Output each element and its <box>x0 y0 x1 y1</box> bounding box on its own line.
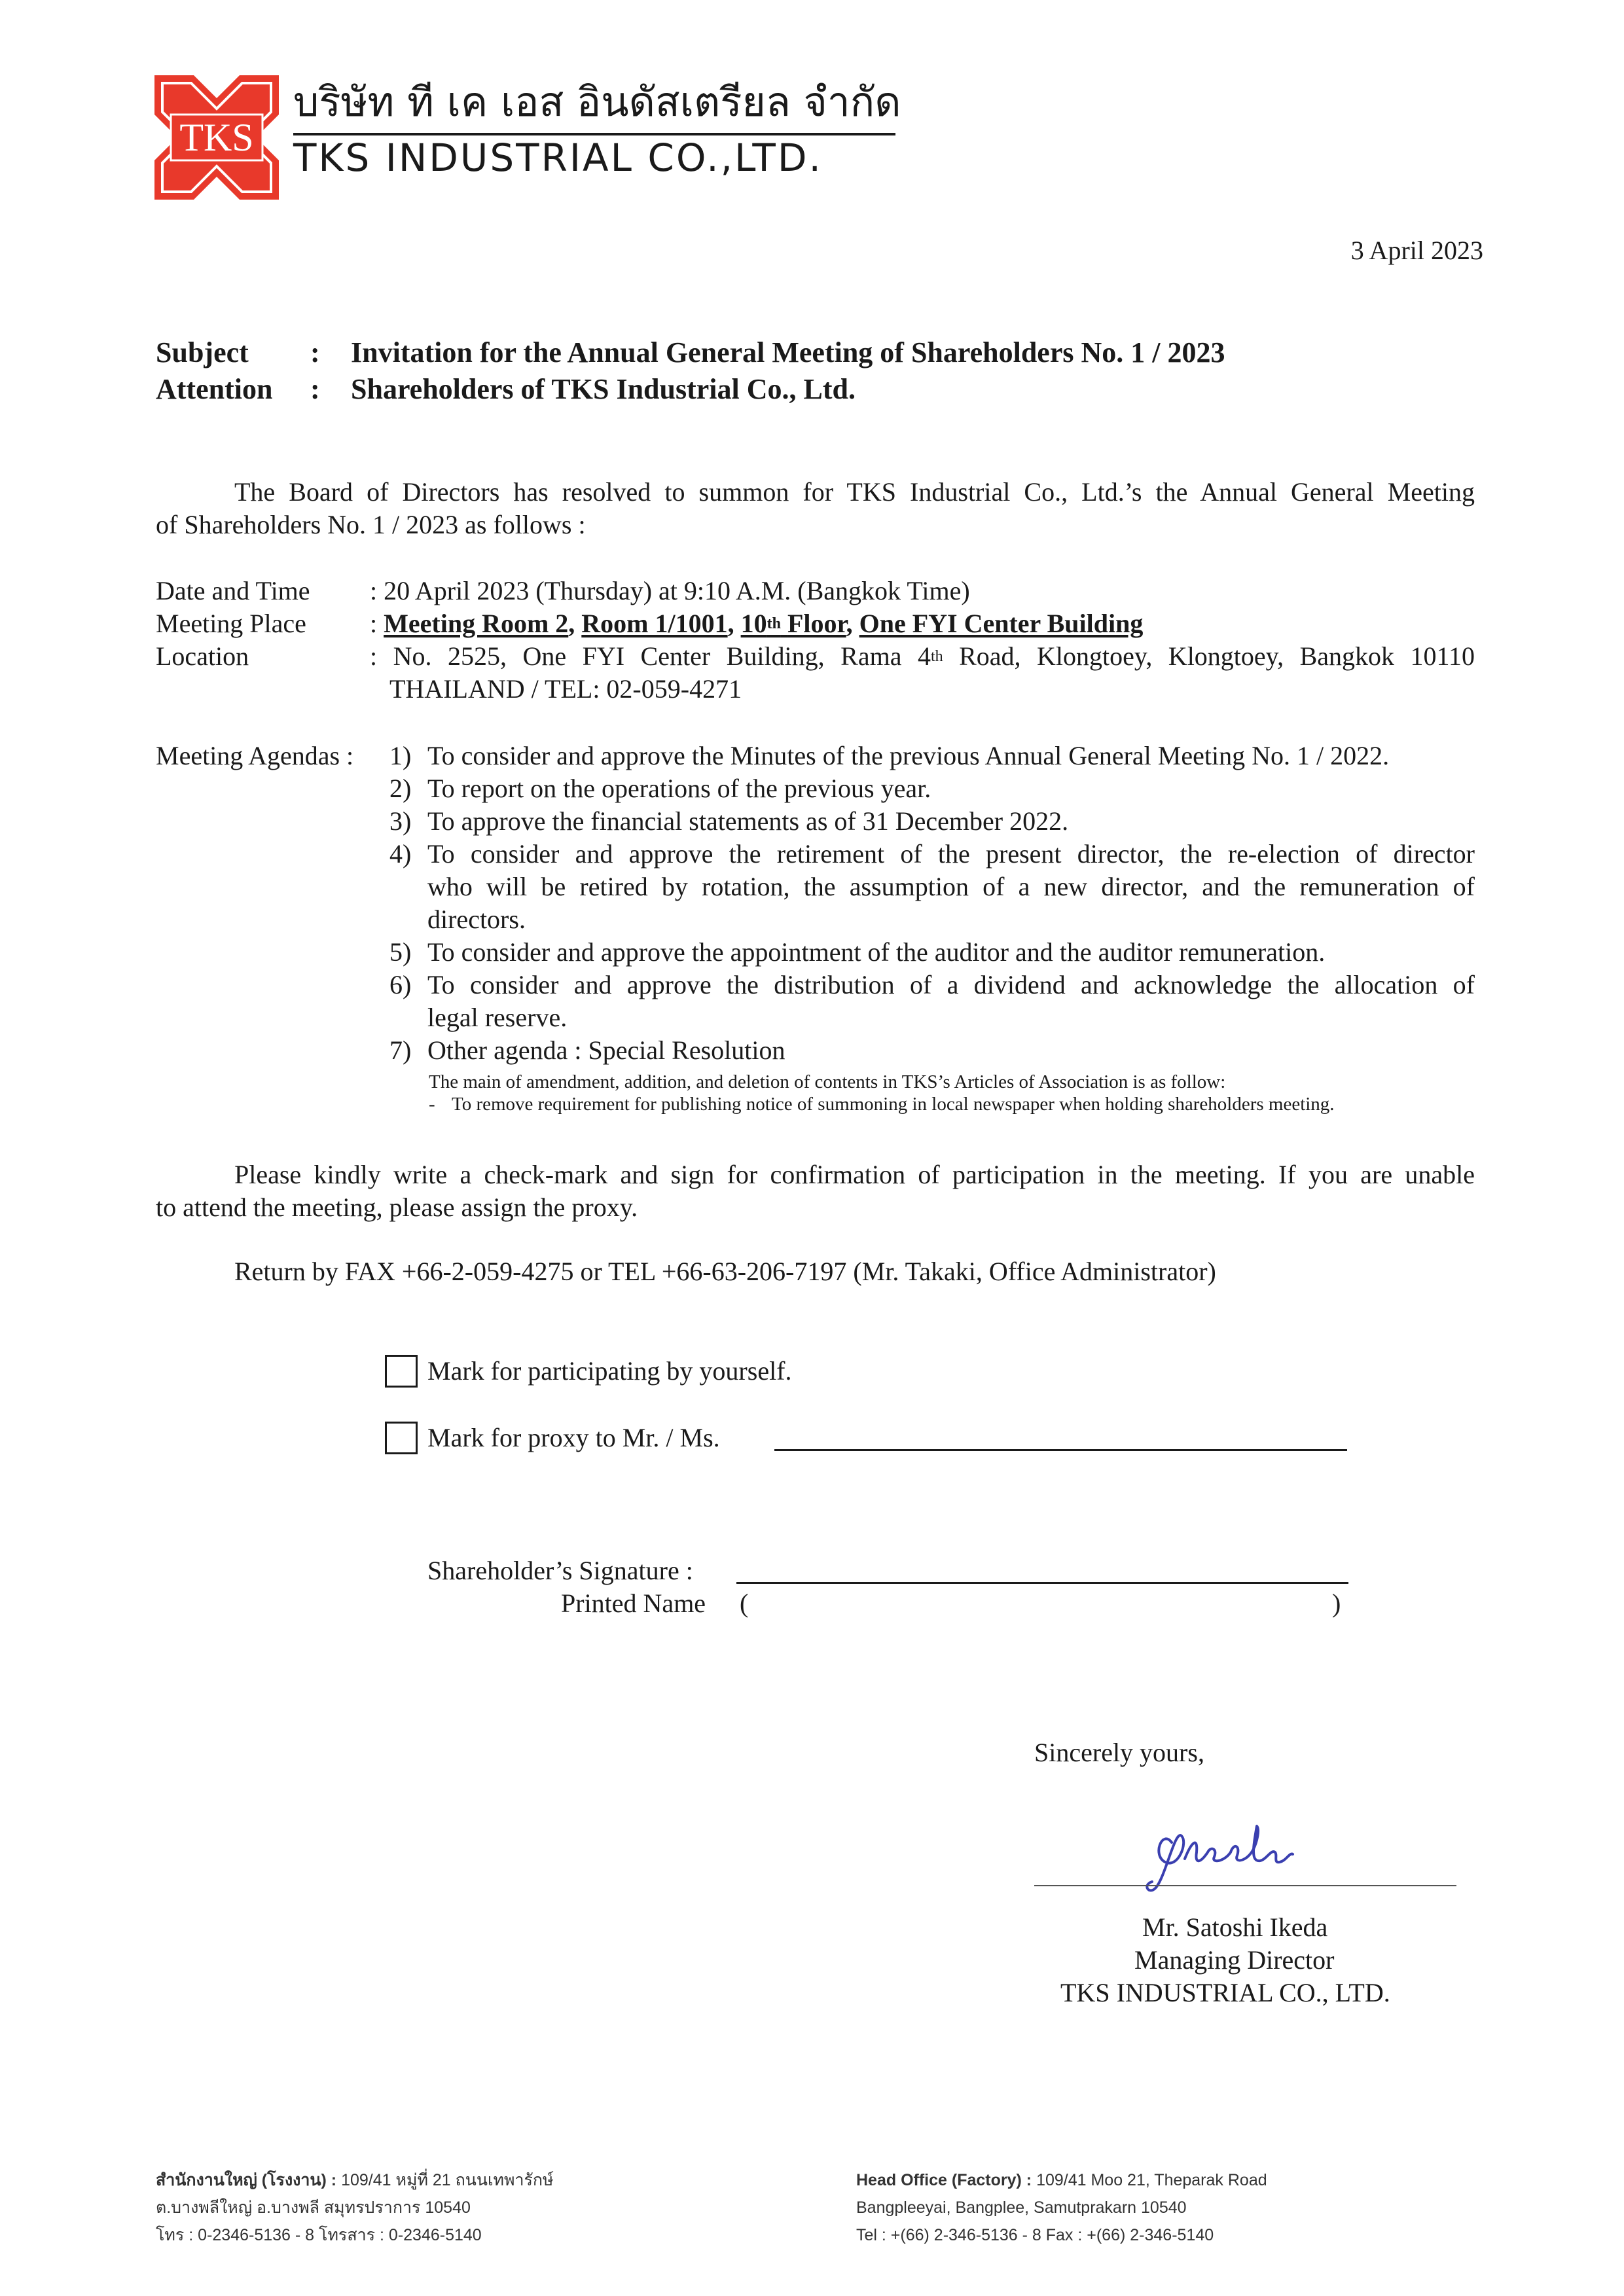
footer-thai-line-1: 109/41 หมู่ที่ 21 ถนนเทพารักษ์ <box>341 2171 554 2189</box>
handwritten-signature <box>1126 1816 1322 1901</box>
agenda-note-line-1: The main of amendment, addition, and deletion of contents in TKS’s Articles of Association is as follow: <box>429 1071 1226 1092</box>
agenda-item-number: 3) <box>389 806 412 836</box>
location-sup: th <box>930 648 943 665</box>
instructions-line-1: Please kindly write a check-mark and sign for confirmation of participation in the meeting. If you are unable <box>234 1160 1475 1189</box>
agenda-item-text: legal reserve. <box>427 1003 568 1032</box>
subject-label: Subject <box>156 336 249 368</box>
location-line-1 <box>370 640 1475 673</box>
footer-thai-label: สำนักงานใหญ่ (โรงงาน) : <box>156 2171 337 2189</box>
company-logo <box>154 75 279 200</box>
return-contact-line: Return by FAX +66-2-059-4275 or TEL +66-63-206-7197 (Mr. Takaki, Office Administrator) <box>234 1257 1216 1286</box>
agenda-item-number: 4) <box>389 839 412 869</box>
agenda-item-number: 2) <box>389 774 412 803</box>
meeting-place-label: Meeting Place <box>156 609 306 638</box>
signature-scribble <box>1126 1816 1322 1901</box>
printed-name-open-paren: ( <box>740 1588 749 1618</box>
agenda-item-text: Other agenda : Special Resolution <box>427 1035 785 1065</box>
printed-name-close-paren: ) <box>1332 1588 1341 1618</box>
floor-word: Floor <box>787 609 846 638</box>
company-name-thai: บริษัท ที เค เอส อินดัสเตรียล จำกัด <box>293 78 901 126</box>
agenda-item-text: To approve the financial statements as of 31 December 2022. <box>427 806 1069 836</box>
intro-line-2: of Shareholders No. 1 / 2023 as follows : <box>156 510 586 539</box>
building-name: One FYI Center Building <box>859 609 1144 638</box>
meeting-room: Meeting Room 2 <box>384 609 569 638</box>
logo-text: TKS <box>179 116 254 159</box>
agenda-item-text: who will be retired by rotation, the assumption of a new director, and the remuneration of <box>427 872 1475 901</box>
meeting-place-colon: : <box>370 609 378 638</box>
signer-company: TKS INDUSTRIAL CO., LTD. <box>1060 1978 1390 2007</box>
closing-sincerely: Sincerely yours, <box>1034 1738 1204 1767</box>
agenda-item-number: 6) <box>389 970 412 999</box>
agenda-note-dash: - <box>429 1094 435 1115</box>
agenda-item-text: To consider and approve the Minutes of the previous Annual General Meeting No. 1 / 2022. <box>427 741 1390 770</box>
agenda-item-text: To consider and approve the appointment of the auditor and the auditor remuneration. <box>427 937 1326 967</box>
room-number: Room 1/1001 <box>581 609 728 638</box>
signer-name: Mr. Satoshi Ikeda <box>1142 1912 1328 1942</box>
proxy-label: Mark for proxy to Mr. / Ms. <box>427 1423 720 1452</box>
agenda-item-number: 1) <box>389 741 412 770</box>
subject-colon: : <box>310 336 320 368</box>
date-time-value: : 20 April 2023 (Thursday) at 9:10 A.M. (Bangkok Time) <box>370 576 970 605</box>
proxy-checkbox[interactable] <box>385 1422 418 1454</box>
floor-number: 10 <box>740 609 767 638</box>
agenda-label: Meeting Agendas : <box>156 741 354 770</box>
signer-title: Managing Director <box>1134 1945 1335 1975</box>
agenda-item-number: 5) <box>389 937 412 967</box>
footer-en-line-1: 109/41 Moo 21, Theparak Road <box>1036 2171 1267 2189</box>
signature-label: Shareholder’s Signature : <box>427 1556 693 1585</box>
company-name-english: TKS INDUSTRIAL CO.,LTD. <box>293 135 823 180</box>
floor-suffix: th <box>767 615 781 632</box>
footer-en-line-2: Bangpleeyai, Bangplee, Samutprakarn 10540 <box>856 2198 1187 2217</box>
date-time-label: Date and Time <box>156 576 310 605</box>
subject-text: Invitation for the Annual General Meeting of Shareholders No. 1 / 2023 <box>351 336 1225 368</box>
agenda-item-text: To consider and approve the distribution of a dividend and acknowledge the allocation of <box>427 970 1475 999</box>
agenda-item-text: To report on the operations of the previous year. <box>427 774 931 803</box>
meeting-place-value: : Meeting Room 2, Room 1/1001, 10th Floor, One FYI Center Building <box>370 609 1144 638</box>
footer-thai-line-3: โทร : 0-2346-5136 - 8 โทรสาร : 0-2346-5140 <box>156 2226 482 2244</box>
location-address-a: : No. 2525, One FYI Center Building, Rama 4 <box>370 641 931 671</box>
attention-colon: : <box>310 373 320 405</box>
instructions-line-2: to attend the meeting, please assign the proxy. <box>156 1193 638 1222</box>
footer-thai-line-2: ต.บางพลีใหญ่ อ.บางพลี สมุทรปราการ 10540 <box>156 2198 471 2217</box>
participate-self-label: Mark for participating by yourself. <box>427 1356 792 1386</box>
location-label: Location <box>156 641 249 671</box>
intro-line-1: The Board of Directors has resolved to summon for TKS Industrial Co., Ltd.’s the Annual General Meeting <box>234 477 1475 507</box>
footer-en-label: Head Office (Factory) : <box>856 2171 1032 2189</box>
location-line-2: THAILAND / TEL: 02-059-4271 <box>389 674 742 704</box>
agenda-note-line-2: To remove requirement for publishing notice of summoning in local newspaper when holding shareholders meeting. <box>452 1094 1335 1115</box>
proxy-name-field[interactable] <box>774 1449 1347 1451</box>
agenda-item-text: directors. <box>427 905 526 934</box>
footer-english-address <box>856 2166 1267 2249</box>
participate-self-checkbox[interactable] <box>385 1355 418 1388</box>
floor <box>741 609 846 638</box>
agenda-item-text: To consider and approve the retirement of the present director, the re-election of director <box>427 839 1475 869</box>
footer-en-line-3: Tel : +(66) 2-346-5136 - 8 Fax : +(66) 2-346-5140 <box>856 2226 1214 2244</box>
signature-field[interactable] <box>736 1582 1348 1584</box>
attention-text: Shareholders of TKS Industrial Co., Ltd. <box>351 373 856 405</box>
location-address-b: Road, Klongtoey, Klongtoey, Bangkok 10110 <box>959 641 1475 671</box>
agenda-item-number: 7) <box>389 1035 412 1065</box>
attention-label: Attention <box>156 373 273 405</box>
footer-thai-address <box>156 2166 554 2249</box>
signature-line <box>1034 1885 1456 1886</box>
letter-date: 3 April 2023 <box>1350 236 1483 265</box>
printed-name-label: Printed Name <box>561 1588 706 1618</box>
